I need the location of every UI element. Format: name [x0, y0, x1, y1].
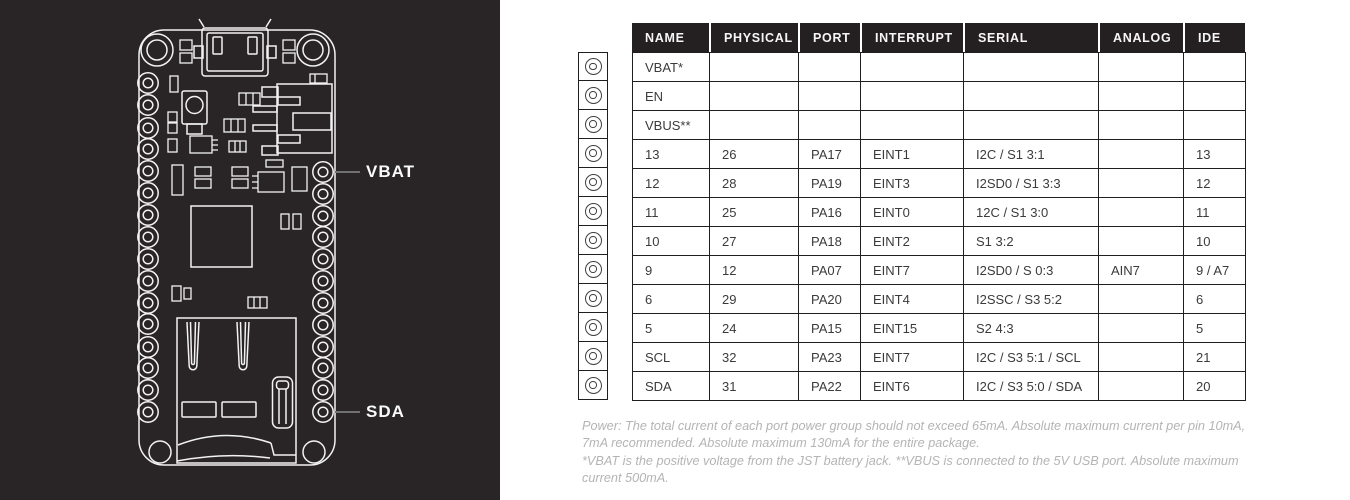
table-cell: I2C / S3 5:0 / SDA — [964, 372, 1099, 401]
table-cell: S2 4:3 — [964, 314, 1099, 343]
table-cell: 6 — [633, 285, 710, 314]
column-header-analog: ANALOG — [1098, 23, 1183, 52]
table-cell: EINT0 — [861, 198, 964, 227]
table-cell — [861, 82, 964, 111]
mcu-chip — [191, 206, 252, 267]
table-cell — [1099, 111, 1184, 140]
table-cell: 13 — [1184, 140, 1246, 169]
table-cell — [799, 111, 861, 140]
pin-hole-icon — [585, 145, 602, 162]
table-cell: 27 — [710, 227, 799, 256]
table-cell: 11 — [1184, 198, 1246, 227]
pin-indicator-cell — [578, 52, 608, 81]
pin-indicator-cell — [578, 284, 608, 313]
column-header-port: PORT — [798, 23, 860, 52]
jst-battery-connector — [177, 318, 296, 463]
table-cell: 21 — [1184, 343, 1246, 372]
table-row — [633, 53, 1246, 82]
pin-hole-icon — [585, 174, 602, 191]
table-row — [633, 140, 1246, 169]
table-cell: PA07 — [799, 256, 861, 285]
table-cell — [861, 111, 964, 140]
pin-hole-icon — [585, 319, 602, 336]
table-cell — [1099, 227, 1184, 256]
table-cell: 6 — [1184, 285, 1246, 314]
pin-table — [632, 52, 1246, 401]
table-cell — [799, 53, 861, 82]
pin-indicator-cell — [578, 197, 608, 226]
table-cell: SDA — [633, 372, 710, 401]
table-cell: I2C / S1 3:1 — [964, 140, 1099, 169]
pin-table-body — [633, 53, 1246, 401]
board-outline — [139, 30, 335, 465]
table-cell — [1099, 314, 1184, 343]
table-cell: AIN7 — [1099, 256, 1184, 285]
table-cell: 11 — [633, 198, 710, 227]
pin-hole-icon — [585, 377, 602, 394]
table-row — [633, 314, 1246, 343]
table-cell — [1099, 372, 1184, 401]
table-cell — [964, 111, 1099, 140]
pin-hole-icon — [585, 87, 602, 104]
table-cell: EINT7 — [861, 256, 964, 285]
pin-indicator-cell — [578, 139, 608, 168]
table-cell: EN — [633, 82, 710, 111]
usb-connector — [194, 19, 276, 76]
table-cell: 28 — [710, 169, 799, 198]
table-cell: 31 — [710, 372, 799, 401]
pin-indicator-cell — [578, 81, 608, 110]
table-cell: 32 — [710, 343, 799, 372]
column-header-ide: IDE — [1183, 23, 1245, 52]
table-cell — [1099, 140, 1184, 169]
table-cell — [964, 82, 1099, 111]
leader-lines — [335, 172, 360, 412]
pin-hole-icon — [585, 203, 602, 220]
column-header-physical: PHYSICAL — [709, 23, 798, 52]
table-row — [633, 343, 1246, 372]
table-cell: 12 — [633, 169, 710, 198]
table-cell — [1099, 198, 1184, 227]
table-cell — [1099, 169, 1184, 198]
board-panel — [0, 0, 500, 500]
pin-indicator-cell — [578, 313, 608, 342]
table-cell — [1099, 82, 1184, 111]
reset-button — [182, 91, 207, 134]
table-cell: 26 — [710, 140, 799, 169]
table-cell — [861, 53, 964, 82]
table-cell: EINT1 — [861, 140, 964, 169]
pin-indicator-cell — [578, 371, 608, 400]
pin-indicator-cell — [578, 168, 608, 197]
table-cell — [964, 53, 1099, 82]
pin-hole-icon — [585, 348, 602, 365]
table-row — [633, 256, 1246, 285]
table-cell: 20 — [1184, 372, 1246, 401]
table-row — [633, 227, 1246, 256]
table-cell: 12 — [710, 256, 799, 285]
pin-indicator-cell — [578, 110, 608, 139]
table-cell: PA23 — [799, 343, 861, 372]
pin-icon-column — [578, 52, 608, 400]
table-cell — [1184, 111, 1246, 140]
column-header-name: NAME — [632, 23, 709, 52]
mounting-holes — [141, 34, 329, 463]
table-row — [633, 169, 1246, 198]
right-pin-holes — [313, 162, 333, 422]
pin-hole-icon — [585, 232, 602, 249]
table-row — [633, 111, 1246, 140]
table-row — [633, 285, 1246, 314]
table-cell — [710, 82, 799, 111]
table-cell: 5 — [633, 314, 710, 343]
table-row — [633, 198, 1246, 227]
table-cell: 9 — [633, 256, 710, 285]
column-header-interrupt: INTERRUPT — [860, 23, 963, 52]
table-cell: EINT7 — [861, 343, 964, 372]
table-cell: S1 3:2 — [964, 227, 1099, 256]
table-cell: PA15 — [799, 314, 861, 343]
table-cell: 12C / S1 3:0 — [964, 198, 1099, 227]
table-cell: EINT4 — [861, 285, 964, 314]
table-cell: PA16 — [799, 198, 861, 227]
pin-indicator-cell — [578, 226, 608, 255]
pin-label-sda: SDA — [366, 402, 405, 421]
table-cell: PA18 — [799, 227, 861, 256]
pin-hole-icon — [585, 58, 602, 75]
side-connector — [253, 84, 332, 155]
table-cell: VBAT* — [633, 53, 710, 82]
table-cell: PA22 — [799, 372, 861, 401]
left-pin-holes — [138, 73, 158, 422]
column-header-serial: SERIAL — [963, 23, 1098, 52]
note-vbat-vbus: *VBAT is the positive voltage from the JST battery jack. **VBUS is connected to the 5V USB port. Absolute maximum current 500mA. — [582, 454, 1239, 485]
table-cell: I2SD0 / S1 3:3 — [964, 169, 1099, 198]
table-cell: EINT2 — [861, 227, 964, 256]
pin-hole-icon — [585, 290, 602, 307]
table-cell: 5 — [1184, 314, 1246, 343]
table-cell: EINT6 — [861, 372, 964, 401]
smd-components — [168, 40, 327, 308]
table-cell — [710, 111, 799, 140]
table-cell: EINT3 — [861, 169, 964, 198]
table-cell: 10 — [633, 227, 710, 256]
table-cell: 25 — [710, 198, 799, 227]
table-cell: I2C / S3 5:1 / SCL — [964, 343, 1099, 372]
pin-hole-icon — [585, 261, 602, 278]
table-cell — [1099, 53, 1184, 82]
table-cell — [1184, 82, 1246, 111]
table-cell — [1099, 343, 1184, 372]
table-cell: 12 — [1184, 169, 1246, 198]
table-cell: 13 — [633, 140, 710, 169]
table-cell — [710, 53, 799, 82]
table-cell: SCL — [633, 343, 710, 372]
table-cell: I2SD0 / S 0:3 — [964, 256, 1099, 285]
note-power: Power: The total current of each port power group should not exceed 65mA. Absolute maximum current per pin 10mA, 7mA recommended. Absolute maximum 130mA for the entire package. — [582, 419, 1246, 450]
table-cell: PA19 — [799, 169, 861, 198]
table-cell: 10 — [1184, 227, 1246, 256]
table-cell: I2SSC / S3 5:2 — [964, 285, 1099, 314]
pin-indicator-cell — [578, 342, 608, 371]
pin-indicator-cell — [578, 255, 608, 284]
table-row — [633, 82, 1246, 111]
table-cell: EINT15 — [861, 314, 964, 343]
table-cell — [799, 82, 861, 111]
table-cell: 29 — [710, 285, 799, 314]
pin-table-header — [632, 23, 1245, 52]
board-illustration — [0, 0, 500, 500]
table-cell: PA20 — [799, 285, 861, 314]
table-cell: PA17 — [799, 140, 861, 169]
table-cell: VBUS** — [633, 111, 710, 140]
table-cell — [1099, 285, 1184, 314]
table-cell: 24 — [710, 314, 799, 343]
notes — [582, 418, 1246, 488]
table-cell — [1184, 53, 1246, 82]
pin-label-vbat: VBAT — [366, 162, 416, 181]
table-cell: 9 / A7 — [1184, 256, 1246, 285]
pin-hole-icon — [585, 116, 602, 133]
table-row — [633, 372, 1246, 401]
